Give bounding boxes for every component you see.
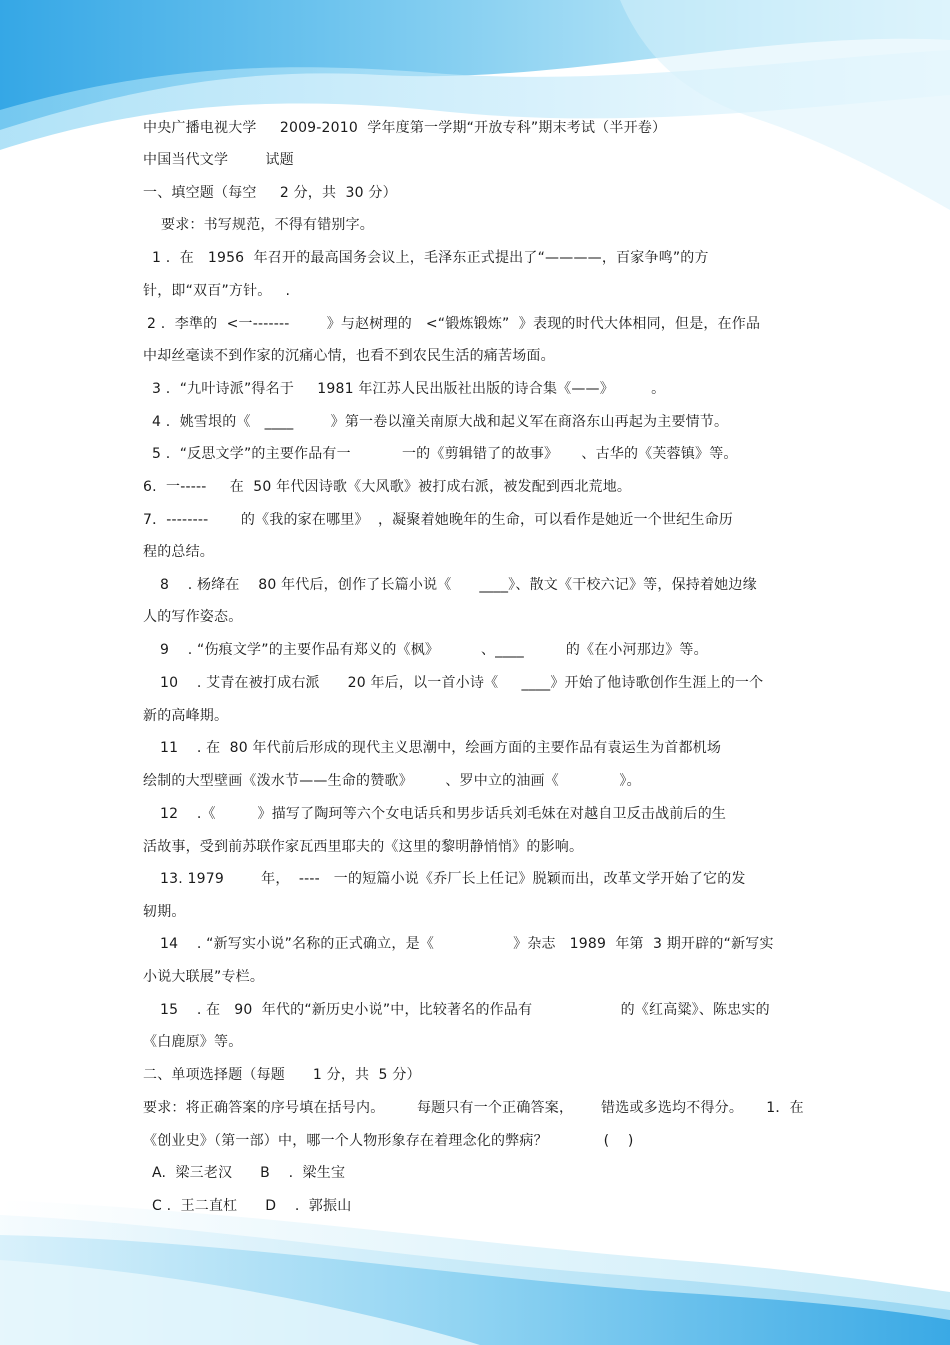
question-14-line-1: 14 . “新写实小说”名称的正式确立，是《 》杂志 1989 年第 3 期开辟的“新写实 — [160, 936, 774, 952]
question-8-line-2: 人的写作姿态。 — [143, 609, 243, 625]
question-1-line-2: 针，即“双百”方针。 . — [143, 283, 291, 299]
section-2-requirement: 要求：将正确答案的序号填在括号内。 每题只有一个正确答案， 错选或多选均不得分。 1．在 — [143, 1100, 804, 1116]
question-3: 3 . “九叶诗派”得名于 1981 年江苏人民出版社出版的诗合集《——》 。 — [152, 381, 666, 397]
question-1-line-1: 1 . 在 1956 年召开的最高国务会议上，毛泽东正式提出了“————，百家争鸣”的方 — [152, 250, 709, 266]
question-13-line-2: 轫期。 — [143, 904, 186, 920]
question-14-line-2: 小说大联展”专栏。 — [143, 969, 265, 985]
section-2-title: 二、单项选择题（每题 1 分，共 5 分） — [143, 1067, 421, 1083]
question-10-line-2: 新的高峰期。 — [143, 708, 229, 724]
question-13-line-1: 13. 1979 年， ---- 一的短篇小说《乔厂长上任记》脱颖而出，改革文学开始了它的发 — [160, 871, 746, 887]
exam-title: 中央广播电视大学 2009-2010 学年度第一学期“开放专科”期末考试（半开卷） — [143, 120, 667, 136]
question-2-line-1: 2 . 李準的 <一------- 》与赵树理的 <“锻炼锻炼” 》表现的时代大体相同，但是，在作品 — [147, 316, 761, 332]
question-15-line-2: 《白鹿原》等。 — [143, 1034, 243, 1050]
section-1-title: 一、填空题（每空 2 分，共 30 分） — [143, 185, 397, 201]
section-1-requirement: 要求：书写规范，不得有错别字。 — [161, 217, 374, 233]
question-9: 9 . “伤痕文学”的主要作品有郑义的《枫》 、____ 的《在小河那边》等。 — [160, 642, 708, 658]
question-7-line-2: 程的总结。 — [143, 544, 214, 560]
choice-question-1-options-ab: A. 梁三老汉 B . 梁生宝 — [152, 1165, 346, 1181]
question-11-line-1: 11 . 在 80 年代前后形成的现代主义思潮中，绘画方面的主要作品有袁运生为首都机场 — [160, 740, 722, 756]
question-12-line-1: 12 .《 》描写了陶珂等六个女电话兵和男步话兵刘毛妹在对越自卫反击战前后的生 — [160, 806, 727, 822]
course-title: 中国当代文学 试题 — [143, 152, 294, 168]
question-5: 5 . “反思文学”的主要作品有一 一的《剪辑错了的故事》 、古华的《芙蓉镇》等。 — [152, 446, 738, 462]
question-12-line-2: 活故事，受到前苏联作家瓦西里耶夫的《这里的黎明静悄悄》的影响。 — [143, 839, 584, 855]
question-6: 6. 一----- 在 50 年代因诗歌《大风歌》被打成右派，被发配到西北荒地。 — [143, 479, 632, 495]
question-2-line-2: 中却丝毫读不到作家的沉痛心情，也看不到农民生活的痛苦场面。 — [143, 348, 555, 364]
question-10-line-1: 10 . 艾青在被打成右派 20 年后，以一首小诗《 ____》开始了他诗歌创作生涯上的一个 — [160, 675, 764, 691]
question-11-line-2: 绘制的大型壁画《泼水节——生命的赞歌》 、罗中立的油画《 》。 — [143, 773, 641, 789]
question-15-line-1: 15 . 在 90 年代的“新历史小说”中，比较著名的作品有 的《红高粱》、陈忠实的 — [160, 1002, 770, 1018]
question-8-line-1: 8 . 杨绛在 80 年代后，创作了长篇小说《 ____》、散文《干校六记》等，保持着她边缘 — [160, 577, 757, 593]
choice-question-1-options-cd: C . 王二直杠 D . 郭振山 — [152, 1198, 352, 1214]
question-4: 4 . 姚雪垠的《 ____ 》第一卷以潼关南原大战和起义军在商洛东山再起为主要情节。 — [152, 414, 729, 430]
choice-question-1-stem: 《创业史》（第一部）中，哪一个人物形象存在着理念化的弊病？ ( ) — [143, 1133, 634, 1149]
question-7-line-1: 7．-------- 的《我的家在哪里》 ，凝聚着她晚年的生命，可以看作是她近一个世纪生命历 — [143, 512, 733, 528]
